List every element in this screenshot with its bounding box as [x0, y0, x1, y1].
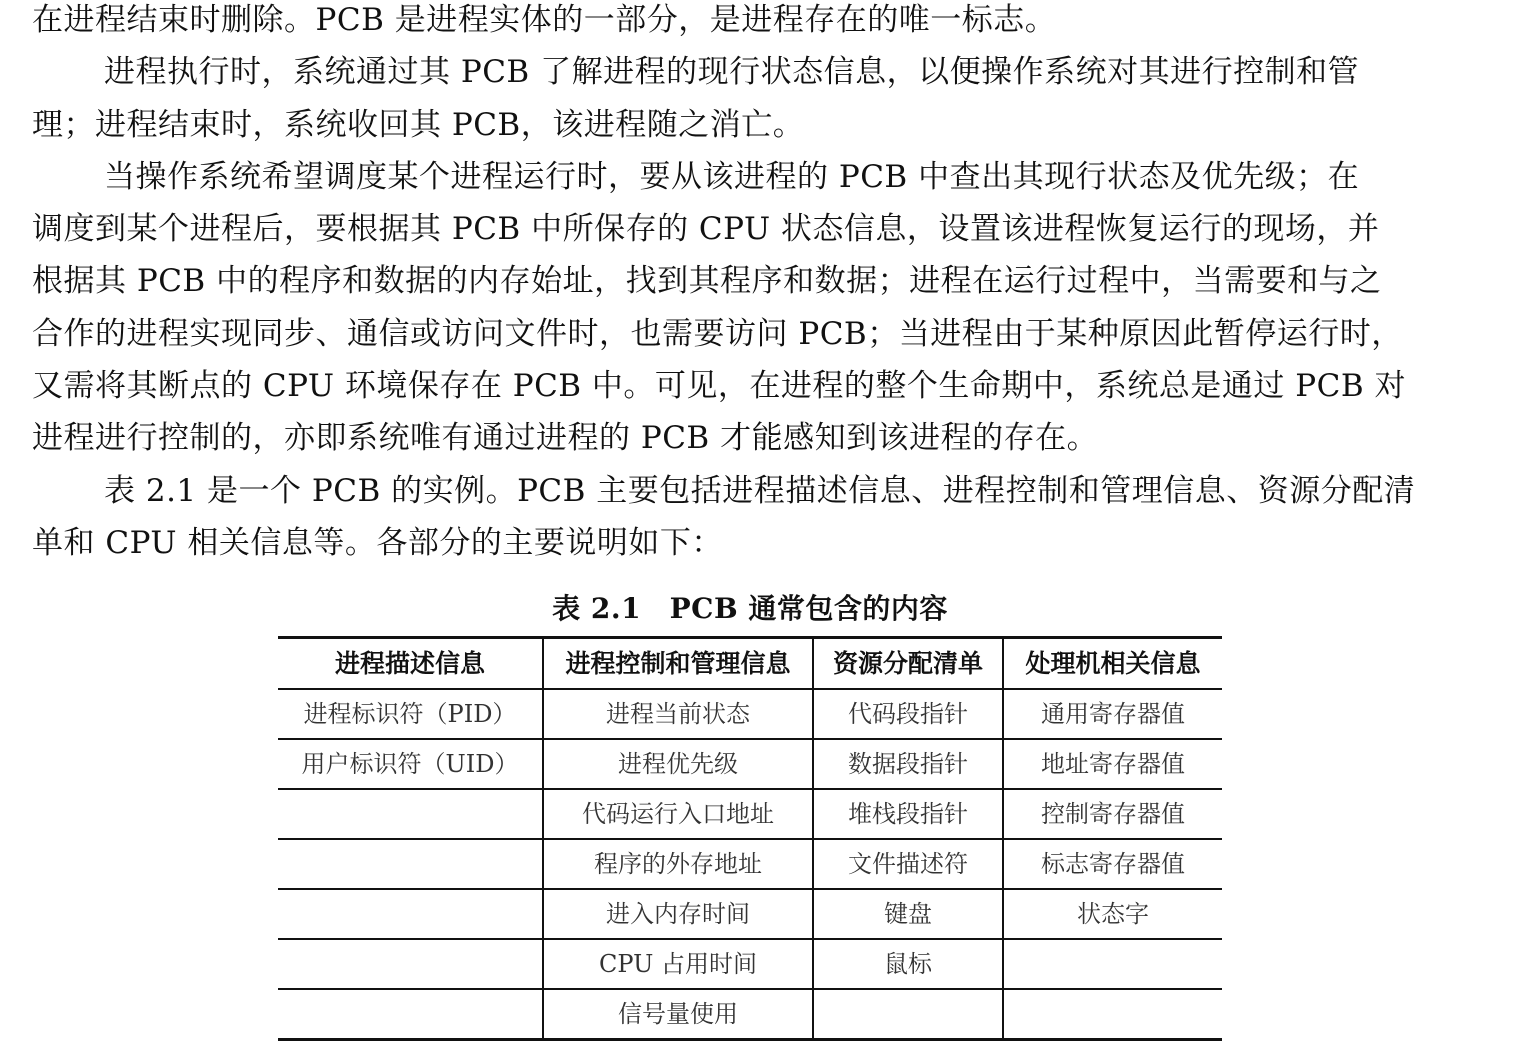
table-cell	[278, 789, 543, 839]
text-line: 又需将其断点的 CPU 环境保存在 PCB 中。可见，在进程的整个生命期中，系统总是通过 PCB 对	[32, 368, 1406, 405]
table-cell: 通用寄存器值	[1003, 689, 1222, 739]
table-cell: 程序的外存地址	[543, 839, 813, 889]
table-cell: 代码段指针	[813, 689, 1003, 739]
header-cell: 进程描述信息	[278, 638, 543, 690]
text-line: 进程进行控制的，亦即系统唯有通过进程的 PCB 才能感知到该进程的存在。	[32, 420, 1099, 457]
table-row	[278, 739, 1222, 789]
table-cell: 进程标识符（PID）	[278, 689, 543, 739]
table-cell: 进程当前状态	[543, 689, 813, 739]
text-line: 根据其 PCB 中的程序和数据的内存始址，找到其程序和数据；进程在运行过程中，当需要和与之	[32, 263, 1382, 300]
table-cell: 控制寄存器值	[1003, 789, 1222, 839]
header-cell: 处理机相关信息	[1003, 638, 1222, 690]
table-cell: 用户标识符（UID）	[278, 739, 543, 789]
table-row	[278, 839, 1222, 889]
table-cell: CPU 占用时间	[543, 939, 813, 989]
table-cell	[1003, 989, 1222, 1040]
text-line: 调度到某个进程后，要根据其 PCB 中所保存的 CPU 状态信息，设置该进程恢复运行的现场，并	[32, 211, 1380, 248]
table-cell	[278, 839, 543, 889]
text-line: 合作的进程实现同步、通信或访问文件时，也需要访问 PCB；当进程由于某种原因此暂停运行时，	[32, 315, 1403, 352]
table-cell	[278, 889, 543, 939]
table-cell	[1003, 939, 1222, 989]
table-row	[278, 889, 1222, 939]
table-row	[278, 689, 1222, 739]
header-cell: 进程控制和管理信息	[543, 638, 813, 690]
header-cell: 资源分配清单	[813, 638, 1003, 690]
table-cell: 进入内存时间	[543, 889, 813, 939]
table-cell: 数据段指针	[813, 739, 1003, 789]
text-line: 表 2.1 是一个 PCB 的实例。PCB 主要包括进程描述信息、进程控制和管理信息、资源分配清	[104, 472, 1416, 509]
text-line: 进程执行时，系统通过其 PCB 了解进程的现行状态信息，以便操作系统对其进行控制和管	[104, 54, 1360, 91]
table-row	[278, 989, 1222, 1040]
table-cell: 鼠标	[813, 939, 1003, 989]
table-header-row	[278, 638, 1222, 690]
body-text	[32, 0, 1472, 575]
table-cell: 标志寄存器值	[1003, 839, 1222, 889]
table-cell	[813, 989, 1003, 1040]
table-cell: 地址寄存器值	[1003, 739, 1222, 789]
table-row	[278, 789, 1222, 839]
table-row	[278, 939, 1222, 989]
table-cell: 文件描述符	[813, 839, 1003, 889]
table-cell: 堆栈段指针	[813, 789, 1003, 839]
table-cell: 状态字	[1003, 889, 1222, 939]
text-line: 理；进程结束时，系统收回其 PCB，该进程随之消亡。	[32, 106, 805, 143]
table-cell: 代码运行入口地址	[543, 789, 813, 839]
pcb-table	[278, 636, 1222, 1041]
table-cell	[278, 939, 543, 989]
table-cell	[278, 989, 543, 1040]
table-cell: 键盘	[813, 889, 1003, 939]
table-caption: 表 2.1 PCB 通常包含的内容	[552, 592, 948, 625]
text-line: 在进程结束时删除。PCB 是进程实体的一部分，是进程存在的唯一标志。	[32, 2, 1057, 38]
text-line: 当操作系统希望调度某个进程运行时，要从该进程的 PCB 中查出其现行状态及优先级；在	[104, 158, 1360, 195]
table-cell: 进程优先级	[543, 739, 813, 789]
table-cell: 信号量使用	[543, 989, 813, 1040]
text-line: 单和 CPU 相关信息等。各部分的主要说明如下：	[32, 524, 723, 561]
